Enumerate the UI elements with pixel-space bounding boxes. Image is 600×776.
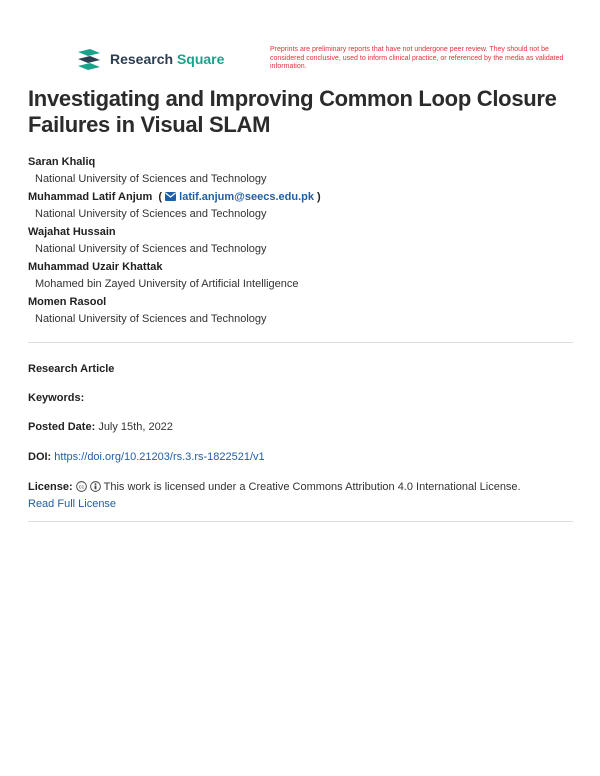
author-email-link[interactable]: latif.anjum@seecs.edu.pk (179, 191, 314, 203)
author-affiliation: National University of Sciences and Technology (35, 313, 267, 325)
divider (28, 342, 573, 343)
posted-date-label: Posted Date: (28, 421, 96, 433)
divider (28, 521, 573, 522)
creative-commons-icon (76, 481, 87, 492)
author-name: Wajahat Hussain (28, 226, 116, 238)
author-name: Saran Khaliq (28, 156, 96, 168)
read-full-license-row (28, 498, 116, 510)
doi-label: DOI: (28, 451, 52, 463)
svg-text:cc: cc (78, 484, 84, 491)
doi-row (28, 451, 265, 463)
author-list (28, 155, 578, 330)
license-text: This work is licensed under a Creative Commons Attribution 4.0 International License. (103, 481, 521, 493)
article-type: Research Article (28, 363, 115, 375)
author-name-corresponding: Muhammad Latif Anjum ( latif.anjum@seecs.edu.pk ) (28, 191, 321, 203)
research-square-logo[interactable] (76, 48, 224, 70)
author-affiliation: National University of Sciences and Technology (35, 243, 267, 255)
research-square-logo-icon (76, 48, 102, 70)
license-label: License: (28, 481, 73, 493)
preprint-disclaimer: Preprints are preliminary reports that have not undergone peer review. They should not be considered conclusive, used to inform clinical practice, or referenced by the media as validated information. (270, 46, 564, 70)
attribution-icon (90, 481, 101, 492)
header (0, 0, 600, 80)
author-affiliation: Mohamed bin Zayed University of Artificial Intelligence (35, 278, 299, 290)
paper-title: Investigating and Improving Common Loop Closure Failures in Visual SLAM (28, 86, 557, 137)
posted-date-row (28, 421, 173, 433)
doi-link[interactable]: https://doi.org/10.21203/rs.3.rs-1822521/v1 (54, 451, 265, 463)
posted-date-value: July 15th, 2022 (98, 421, 173, 433)
license-row (28, 481, 521, 493)
logo-text: Research Square (110, 51, 225, 67)
email-icon (165, 192, 176, 201)
author-name: Momen Rasool (28, 296, 107, 308)
author-affiliation: National University of Sciences and Technology (35, 208, 267, 220)
read-full-license-link[interactable]: Read Full License (28, 498, 117, 510)
author-affiliation: National University of Sciences and Technology (35, 173, 267, 185)
keywords-row: Keywords: (28, 392, 85, 404)
author-name: Muhammad Uzair Khattak (28, 261, 163, 273)
